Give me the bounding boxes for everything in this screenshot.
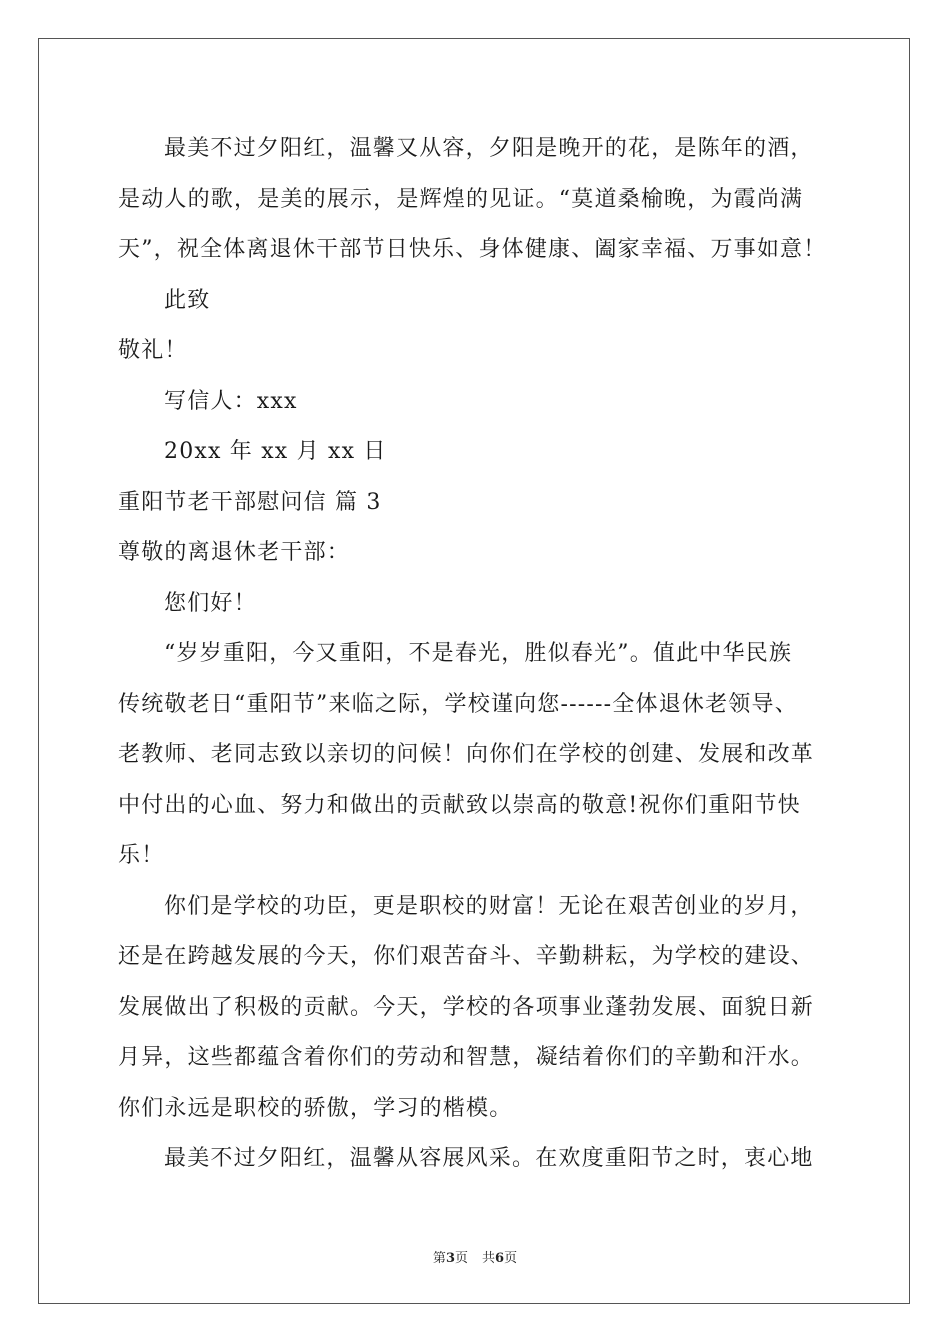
page-footer <box>0 1247 950 1266</box>
text-line: 传统敬老日“重阳节”来临之际，学校谨向您------全体退休老领导、 <box>118 691 798 717</box>
text-line: 此致 <box>164 287 211 313</box>
total-prefix: 共 <box>482 1251 496 1266</box>
text-line: 重阳节老干部慰问信 篇 3 <box>118 489 382 515</box>
text-line: 您们好！ <box>164 590 257 616</box>
text-line: 最美不过夕阳红，温馨又从容，夕阳是晚开的花，是陈年的酒， <box>164 136 814 161</box>
text-line: 老教师、老同志致以亲切的问候！向你们在学校的创建、发展和改革 <box>118 742 815 767</box>
text-line: 月异，这些都蕴含着你们的劳动和智慧，凝结着你们的辛勤和汗水。 <box>118 1045 815 1070</box>
text-line: 中付出的心血、努力和做出的贡献致以崇高的敬意!祝你们重阳节快 <box>118 792 801 818</box>
page-suffix: 页 <box>454 1251 468 1266</box>
text-line: 是动人的歌，是美的展示，是辉煌的见证。“莫道桑榆晚，为霞尚满 <box>118 186 804 212</box>
text-line: “岁岁重阳，今又重阳，不是春光，胜似春光”。值此中华民族 <box>164 641 793 666</box>
text-line: 还是在跨越发展的今天，你们艰苦奋斗、辛勤耕耘，为学校的建设、 <box>118 944 815 969</box>
text-line: 尊敬的离退休老干部： <box>118 540 351 565</box>
text-line: 你们是学校的功臣，更是职校的财富！无论在艰苦创业的岁月， <box>164 893 814 919</box>
text-line: 敬礼！ <box>118 338 188 363</box>
text-line: 你们永远是职校的骄傲，学习的楷模。 <box>118 1095 513 1121</box>
text-line: 20xx 年 xx 月 xx 日 <box>164 439 387 464</box>
page-current-number: 3 <box>445 1251 455 1266</box>
text-line: 发展做出了积极的贡献。今天，学校的各项事业蓬勃发展、面貌日新 <box>118 994 815 1020</box>
document-body <box>118 124 858 1185</box>
page-total-number: 6 <box>495 1251 505 1266</box>
total-suffix: 页 <box>504 1251 518 1266</box>
page-prefix: 第 <box>432 1251 446 1266</box>
text-line: 乐！ <box>118 843 165 868</box>
text-line: 写信人：xxx <box>164 388 298 414</box>
text-line: 最美不过夕阳红，温馨从容展风采。在欢度重阳节之时，衷心地 <box>164 1146 814 1171</box>
text-line: 天”，祝全体离退休干部节日快乐、身体健康、阖家幸福、万事如意！ <box>118 237 827 262</box>
